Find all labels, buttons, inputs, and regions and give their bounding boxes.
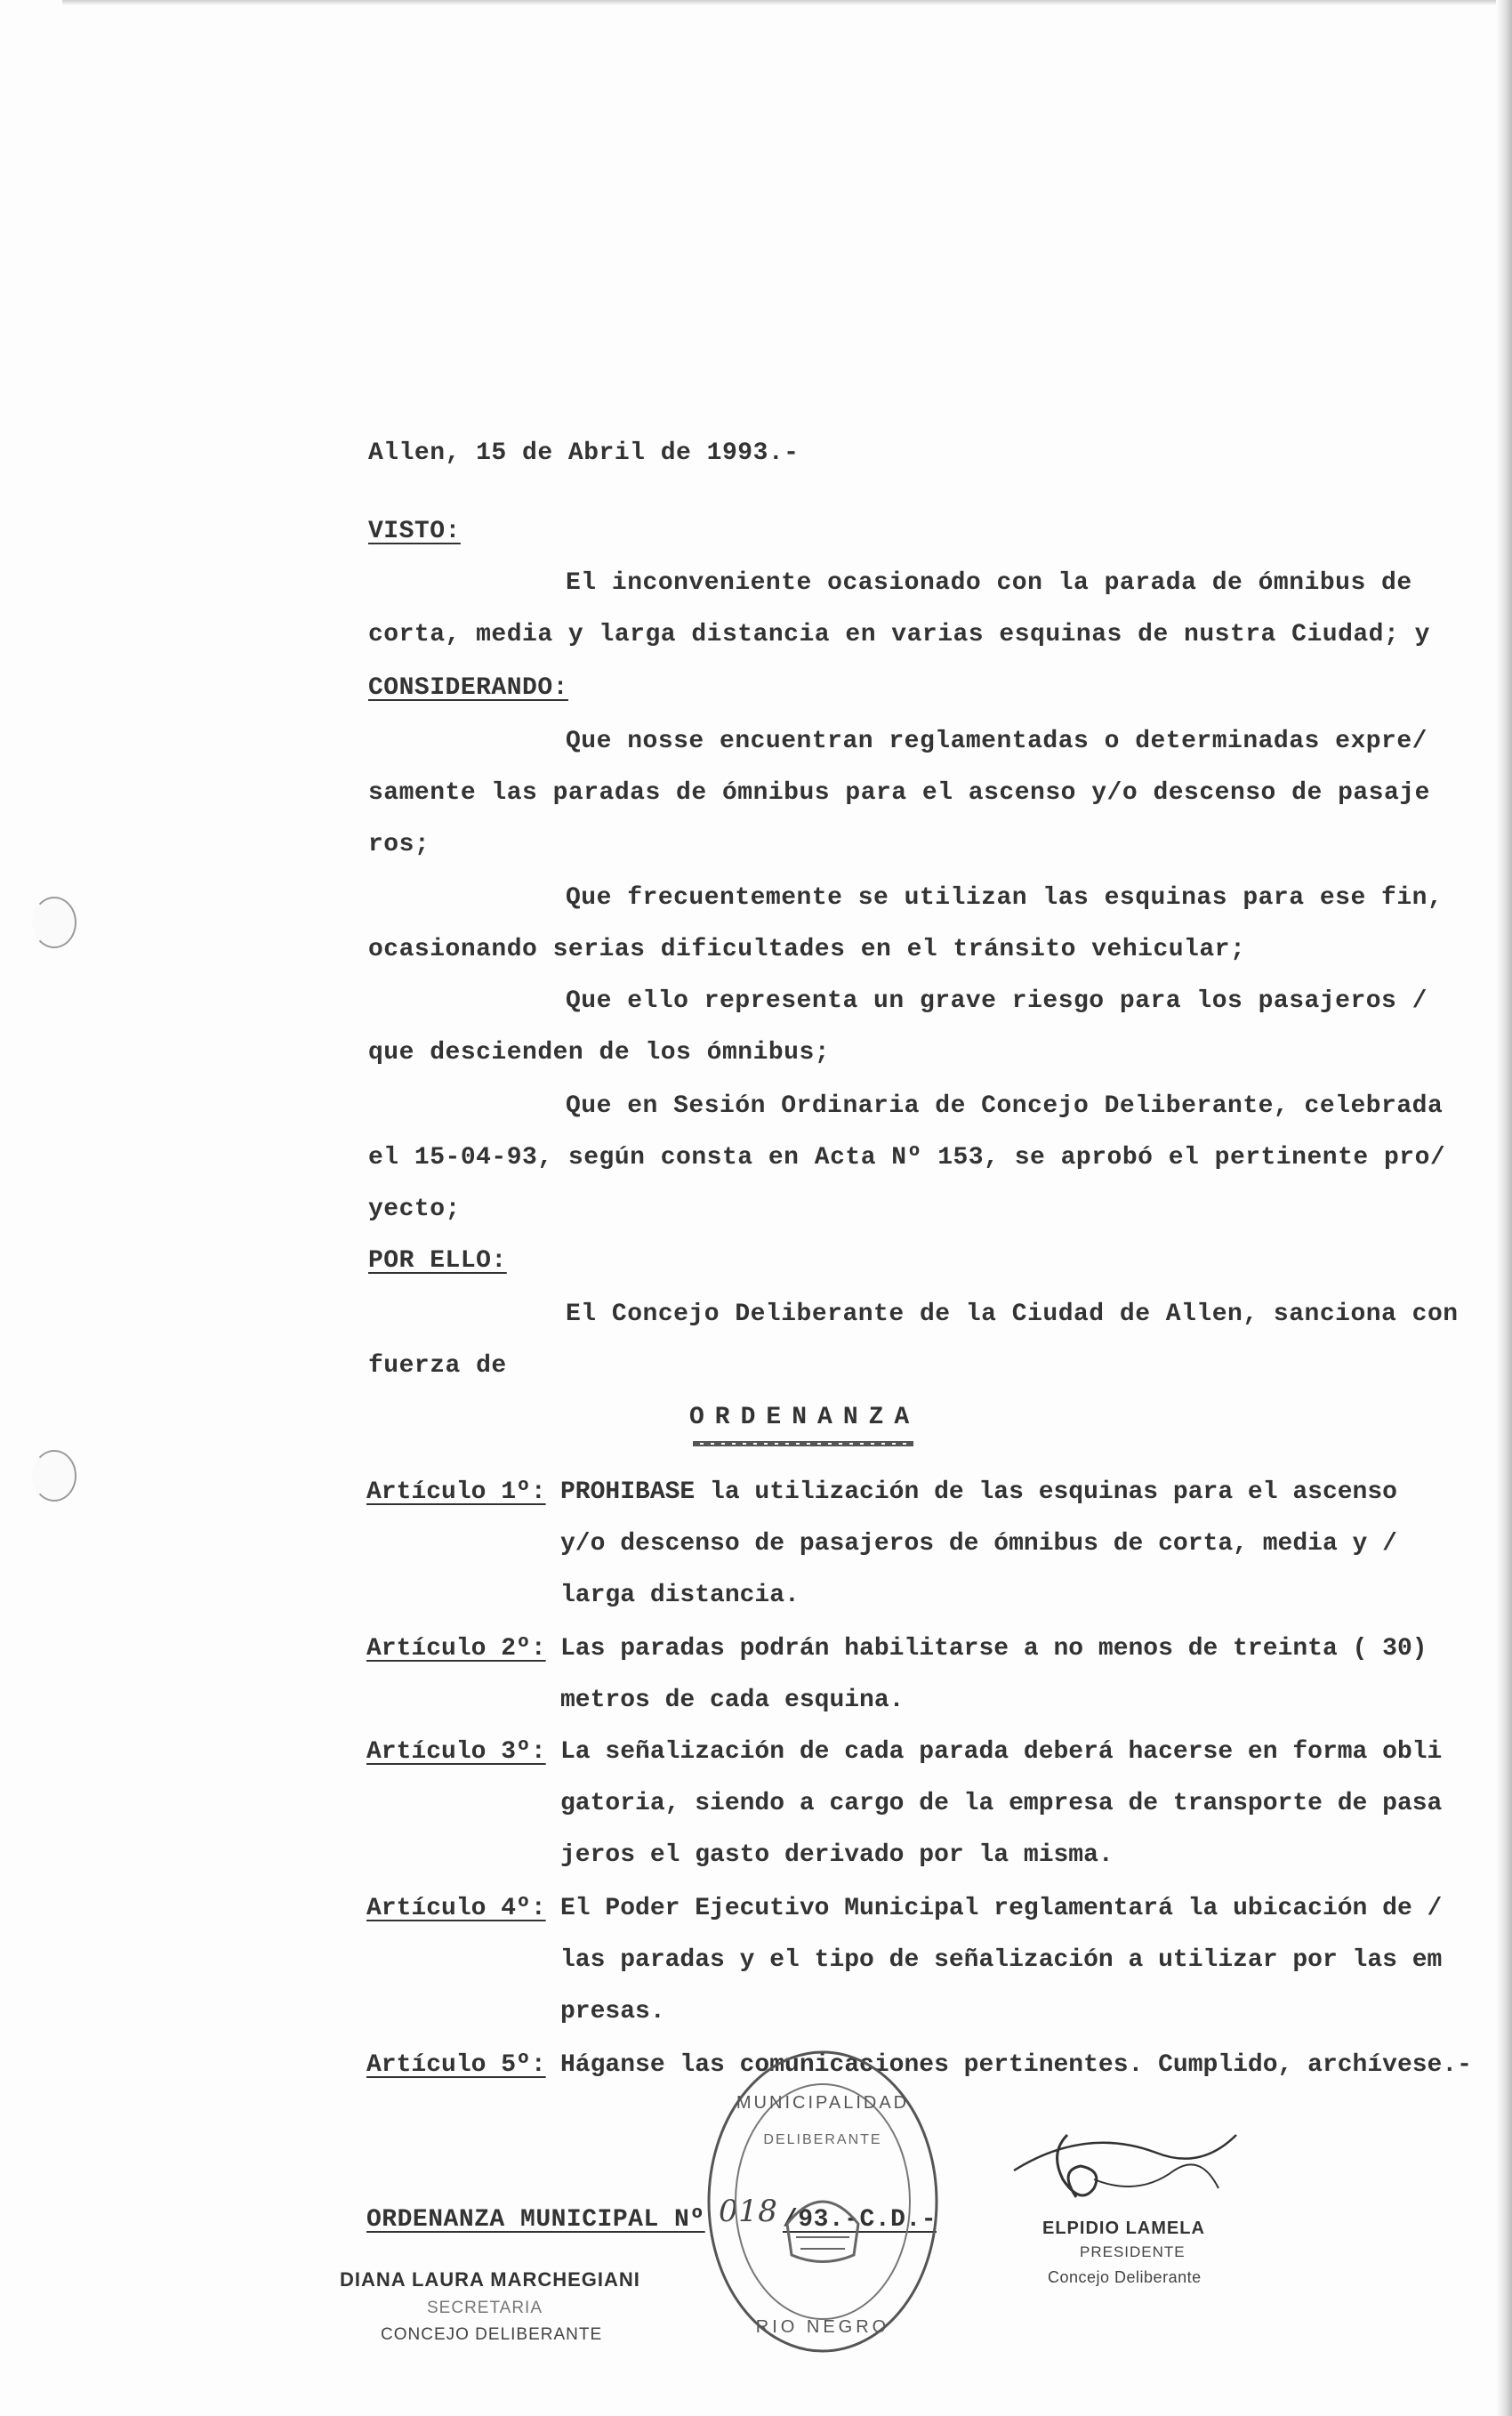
article-line: La señalización de cada parada deberá hacerse en forma obli <box>560 1738 1443 1766</box>
por-ello-line: El Concejo Deliberante de la Ciudad de Allen, sanciona con <box>566 1301 1459 1328</box>
date-line: Allen, 15 de Abril de 1993.- <box>368 439 800 467</box>
svg-text:RIO NEGRO: RIO NEGRO <box>755 2317 890 2337</box>
considerando-line: que descienden de los ómnibus; <box>368 1039 831 1067</box>
article-line: y/o descenso de pasajeros de ómnibus de corta, media y / <box>560 1530 1397 1558</box>
signature-left-name: DIANA LAURA MARCHEGIANI <box>340 2268 640 2291</box>
considerando-line: yecto; <box>368 1196 461 1223</box>
article-line: El Poder Ejecutivo Municipal reglamentará la ubicación de / <box>560 1895 1443 1922</box>
considerando-line: Que en Sesión Ordinaria de Concejo Deliberante, celebrada <box>566 1092 1444 1120</box>
article-line: jeros el gasto derivado por la misma. <box>560 1841 1114 1869</box>
article-label: Artículo 1º: <box>366 1478 546 1506</box>
scan-edge-right <box>1496 0 1512 2416</box>
article-line: gatoria, siendo a cargo de la empresa de transporte de pasa <box>560 1790 1443 1817</box>
article-label: Artículo 2º: <box>366 1635 546 1663</box>
visto-heading: VISTO: <box>368 518 461 545</box>
visto-line: El inconveniente ocasionado con la parada de ómnibus de <box>566 569 1412 597</box>
article-line: metros de cada esquina. <box>560 1687 905 1714</box>
ordenanza-title: ORDENANZA <box>689 1404 921 1431</box>
signature-right-name: ELPIDIO LAMELA <box>1042 2219 1205 2238</box>
signature-right-body: Concejo Deliberante <box>1048 2268 1202 2286</box>
article-line: PROHIBASE la utilización de las esquinas para el ascenso <box>560 1478 1397 1506</box>
article-line: presas. <box>560 1998 665 2025</box>
punch-hole-top <box>32 897 76 948</box>
article-line: larga distancia. <box>560 1582 800 1609</box>
considerando-line: Que nosse encuentran reglamentadas o determinadas expre/ <box>566 728 1428 755</box>
svg-text:MUNICIPALIDAD: MUNICIPALIDAD <box>736 2093 910 2113</box>
punch-hole-bottom <box>32 1450 76 1502</box>
article-line: Las paradas podrán habilitarse a no menos de treinta ( 30) <box>560 1635 1428 1663</box>
svg-text:DELIBERANTE: DELIBERANTE <box>763 2132 882 2147</box>
article-line: las paradas y el tipo de señalización a utilizar por las em <box>560 1946 1443 1974</box>
considerando-line: el 15-04-93, según consta en Acta Nº 153, se aprobó el pertinente pro/ <box>368 1144 1446 1172</box>
municipal-seal-stamp <box>703 2046 943 2357</box>
handwritten-signature-right <box>996 2117 1254 2233</box>
visto-line: corta, media y larga distancia en varias esquinas de nustra Ciudad; y <box>368 621 1430 648</box>
considerando-heading: CONSIDERANDO: <box>368 674 568 702</box>
signature-right-role: PRESIDENTE <box>1080 2243 1186 2260</box>
ordinance-number-handwritten: 018 <box>719 2194 778 2229</box>
scan-edge-top <box>62 0 1512 5</box>
signature-left-body: CONCEJO DELIBERANTE <box>381 2325 603 2344</box>
considerando-line: Que frecuentemente se utilizan las esquinas para ese fin, <box>566 884 1444 912</box>
article-line: Háganse las comunicaciones pertinentes. Cumplido, archívese.- <box>560 2051 1472 2079</box>
ordinance-number-label: ORDENANZA MUNICIPAL Nº <box>366 2206 705 2234</box>
ordinance-number-suffix: /93.-C.D.- <box>783 2206 937 2234</box>
considerando-line: Que ello representa un grave riesgo para los pasajeros / <box>566 987 1428 1015</box>
signature-left-role: SECRETARIA <box>427 2299 543 2317</box>
considerando-line: ros; <box>368 831 430 858</box>
considerando-line: ocasionando serias dificultades en el tránsito vehicular; <box>368 936 1246 963</box>
considerando-line: samente las paradas de ómnibus para el ascenso y/o descenso de pasaje <box>368 779 1430 807</box>
article-label: Artículo 5º: <box>366 2051 546 2079</box>
title-double-underline <box>693 1441 913 1446</box>
article-label: Artículo 3º: <box>366 1738 546 1766</box>
por-ello-heading: POR ELLO: <box>368 1247 507 1275</box>
article-label: Artículo 4º: <box>366 1895 546 1922</box>
por-ello-line: fuerza de <box>368 1352 507 1380</box>
